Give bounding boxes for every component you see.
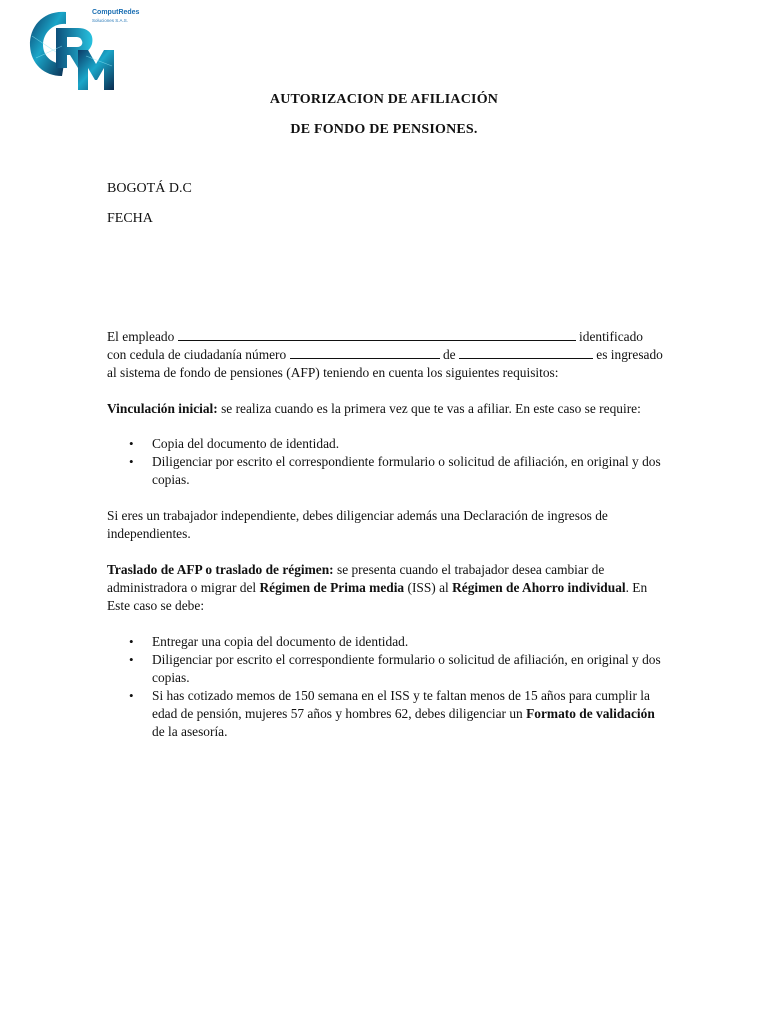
list-item: • Diligenciar por escrito el correspondiente formulario o solicitud de afiliación, en original y dos copias. xyxy=(107,651,663,687)
document-body xyxy=(107,328,663,741)
list-item: • Si has cotizado memos de 150 semana en el ISS y te faltan menos de 15 años para cumplir la edad de pensión, mujeres 57 años y hombres 62, debes diligenciar un Formato de validación de la asesoría. xyxy=(107,687,663,741)
place-line: BOGOTÁ D.C xyxy=(107,181,192,196)
date-label: FECHA xyxy=(107,211,153,226)
id-number-blank xyxy=(290,346,440,359)
traslado-list xyxy=(107,633,663,741)
list-item: • Entregar una copia del documento de identidad. xyxy=(107,633,663,651)
traslado-paragraph: Traslado de AFP o traslado de régimen: se presenta cuando el trabajador desea cambiar de administradora o migrar del Régimen de Prima media (ISS) al Régimen de Ahorro individual. En Este caso se debe: xyxy=(107,562,648,613)
independiente-paragraph: Si eres un trabajador independiente, debes diligenciar además una Declaración de ingresos de independientes. xyxy=(107,508,608,541)
id-city-blank xyxy=(459,346,593,359)
list-item: • Diligenciar por escrito el correspondiente formulario o solicitud de afiliación, en original y dos copias. xyxy=(107,453,663,489)
list-item: • Copia del documento de identidad. xyxy=(107,435,663,453)
traslado-label: Traslado de AFP o traslado de régimen: xyxy=(107,562,334,577)
logo-brand-text: ComputRedes Soluciones S.A.S. xyxy=(92,9,140,23)
document-title-line1: AUTORIZACION DE AFILIACIÓN xyxy=(269,92,499,107)
company-logo xyxy=(26,6,140,92)
vinculacion-list xyxy=(107,435,663,489)
employee-name-blank xyxy=(178,328,576,341)
vinculacion-label: Vinculación inicial: xyxy=(107,401,218,416)
document-title-line2: DE FONDO DE PENSIONES. xyxy=(290,122,478,137)
vinculacion-paragraph: Vinculación inicial: se realiza cuando es la primera vez que te vas a afiliar. En este caso se require: xyxy=(107,401,641,416)
intro-paragraph: El empleado identificado con cedula de ciudadanía número de es ingresado al sistema de fondo de pensiones (AFP) teniendo en cuenta los siguientes requisitos: xyxy=(107,329,663,380)
